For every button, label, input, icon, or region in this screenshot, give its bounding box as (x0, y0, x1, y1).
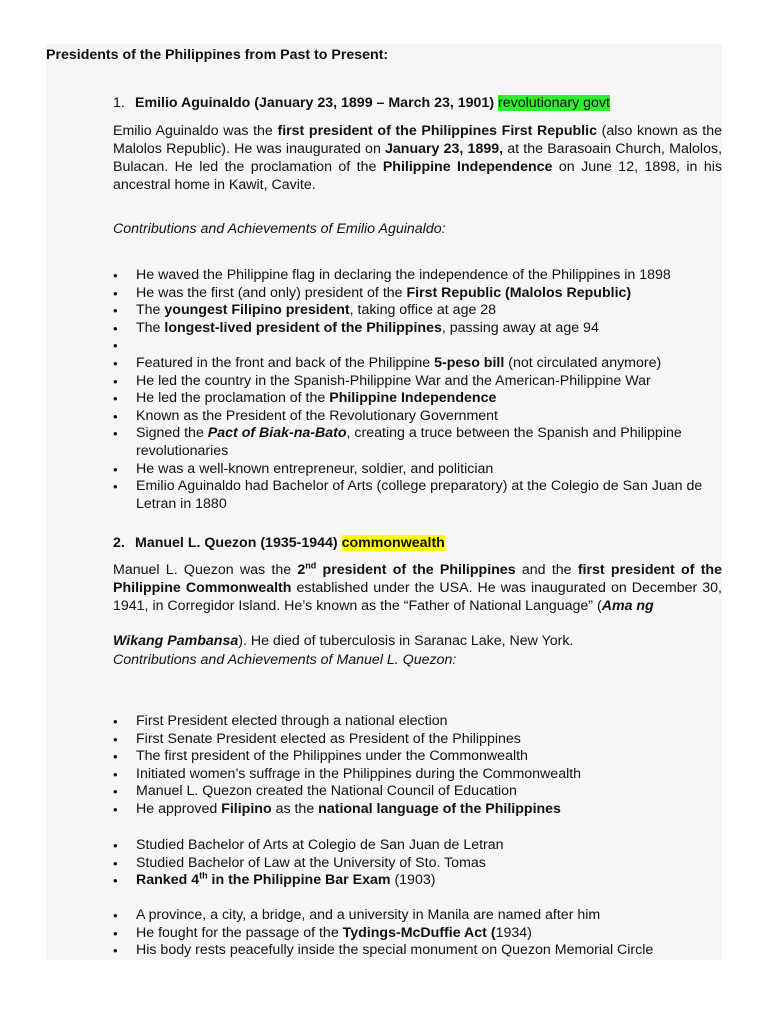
paragraph-quezon (113, 561, 722, 615)
list-item (113, 373, 722, 391)
text: He led the country in the Spanish-Philippine War and the American-Philippine War (136, 372, 651, 389)
list-item (113, 713, 722, 731)
bold-text: Tydings-McDuffie Act ( (342, 924, 496, 941)
text: established under the USA. He was inaugurated on December 30, 1941, in Corregidor Island. He’s known as the “Father of National Language” ( (113, 580, 722, 614)
list-item (113, 355, 722, 373)
superscript: th (199, 870, 208, 881)
bold-text: Philippine Independence (329, 390, 497, 407)
bold-text: January 23, 1899, (385, 141, 504, 157)
text: Signed the (136, 425, 208, 442)
bold-italic-text: Wikang Pambansa (113, 633, 239, 649)
bold-text: First Republic (Malolos Republic) (406, 284, 632, 301)
bold-italic-text: Ama ng (601, 598, 654, 614)
bold-text: Philippine Independence (382, 159, 553, 175)
quezon-achievements-list-c (113, 907, 722, 960)
bold-text: first president of the Philippines First Republic (277, 123, 597, 139)
text: on June 12, 1898, in his ancestral home in Kawit, Cavite. (113, 159, 723, 193)
highlight-tag: revolutionary govt (498, 95, 610, 111)
text: His body rests peacefully inside the special monument on Quezon Memorial Circle (136, 942, 654, 959)
text: as the (271, 800, 319, 817)
list-item (113, 766, 722, 784)
text: He fought for the passage of the (136, 924, 343, 941)
text: 1934) (495, 924, 532, 941)
text: , passing away at age 94 (441, 319, 599, 336)
list-item (113, 872, 722, 890)
list-item (113, 837, 722, 855)
text: He was a well-known entrepreneur, soldier, and politician (136, 460, 494, 477)
text: ). He died of tuberculosis in Saranac Lake, New York. (238, 633, 574, 649)
list-item (113, 907, 722, 925)
section-heading-quezon (113, 535, 445, 551)
text: A province, a city, a bridge, and a university in Manila are named after him (136, 907, 601, 923)
list-item (113, 267, 722, 285)
quezon-achievements-list-b (113, 837, 722, 890)
heading-text: Manuel L. Quezon (1935-1944) (135, 535, 338, 551)
list-item (113, 390, 722, 408)
document-title: Presidents of the Philippines from Past to Present: (46, 47, 389, 63)
contributions-subheading: Contributions and Achievements of Manuel L. Quezon: (113, 652, 457, 668)
text: First President elected through a national election (136, 713, 448, 729)
list-item (113, 320, 722, 338)
list-item (113, 801, 722, 819)
bold-text: 2 (297, 562, 306, 578)
bold-text: Filipino (221, 800, 272, 817)
contributions-subheading: Contributions and Achievements of Emilio Aguinaldo: (113, 221, 446, 237)
heading-text: Emilio Aguinaldo (January 23, 1899 – March 23, 1901) (135, 95, 495, 111)
list-item (113, 285, 722, 303)
text: Studied Bachelor of Arts at Colegio de San Juan de Letran (136, 837, 504, 853)
bold-text: first president of the Philippine Commonwealth (113, 562, 722, 596)
aguinaldo-achievements-list (113, 267, 722, 513)
text: (1903) (390, 872, 436, 889)
text: The first president of the Philippines under the Commonwealth (136, 748, 528, 765)
paragraph-aguinaldo (113, 122, 722, 194)
list-item (113, 783, 722, 801)
bold-text: national language of the Philippines (318, 800, 561, 817)
quezon-achievements-list-a (113, 713, 722, 819)
text: (also known as the Malolos Republic). He was inaugurated on (113, 123, 722, 157)
text: Studied Bachelor of Law at the University of Sto. Tomas (136, 854, 486, 871)
list-item (113, 302, 722, 320)
text: Emilio Aguinaldo had Bachelor of Arts (college preparatory) at the Colegio de San Juan de Letran in 1880 (136, 478, 703, 512)
bold-text: 5-peso bill (434, 354, 505, 371)
text: , creating a truce between the Spanish and Philippine revolutionaries (136, 425, 682, 459)
text: Initiated women’s suffrage in the Philippines during the Commonwealth (136, 765, 582, 782)
text: The (136, 319, 165, 336)
section-number: 1. (113, 95, 125, 111)
list-item (113, 478, 722, 513)
list-item (113, 408, 722, 426)
text: He approved (136, 800, 222, 817)
bold-text: longest-lived president of the Philippines (164, 319, 442, 336)
bold-text: president of the Philippines (316, 562, 516, 578)
bold-text: youngest Filipino president (164, 302, 350, 319)
text: Manuel L. Quezon was the (113, 562, 298, 578)
section-heading-aguinaldo (113, 95, 610, 111)
text: The (136, 302, 165, 319)
text: and the (515, 562, 578, 578)
list-item (113, 925, 722, 943)
list-item (113, 748, 722, 766)
text: Emilio Aguinaldo was the (113, 123, 278, 139)
text: , taking office at age 28 (349, 302, 497, 319)
list-item-empty (113, 337, 722, 355)
text: First Senate President elected as President of the Philippines (136, 730, 521, 747)
list-item (113, 425, 722, 460)
text: at the Barasoain Church, Malolos, Bulacan. He led the proclamation of the (113, 141, 723, 175)
highlight-tag: commonwealth (341, 535, 445, 551)
bold-text: in the Philippine Bar Exam (207, 872, 391, 889)
text: Manuel L. Quezon created the National Council of Education (136, 783, 517, 800)
text: He was the first (and only) president of the (136, 284, 407, 301)
list-item (113, 731, 722, 749)
text: (not circulated anymore) (504, 354, 662, 371)
superscript: nd (305, 560, 317, 571)
text: Known as the President of the Revolutionary Government (136, 407, 498, 424)
text: He led the proclamation of the (136, 390, 330, 407)
text: He waved the Philippine flag in declaring the independence of the Philippines in 1898 (136, 267, 671, 283)
bold-italic-text: Pact of Biak-na-Bato (207, 425, 347, 442)
text: Featured in the front and back of the Philippine (136, 354, 435, 371)
list-item (113, 461, 722, 479)
list-item (113, 942, 722, 960)
section-number: 2. (113, 535, 125, 551)
bold-text: Ranked 4 (136, 872, 200, 889)
paragraph-quezon-continued (113, 632, 722, 650)
